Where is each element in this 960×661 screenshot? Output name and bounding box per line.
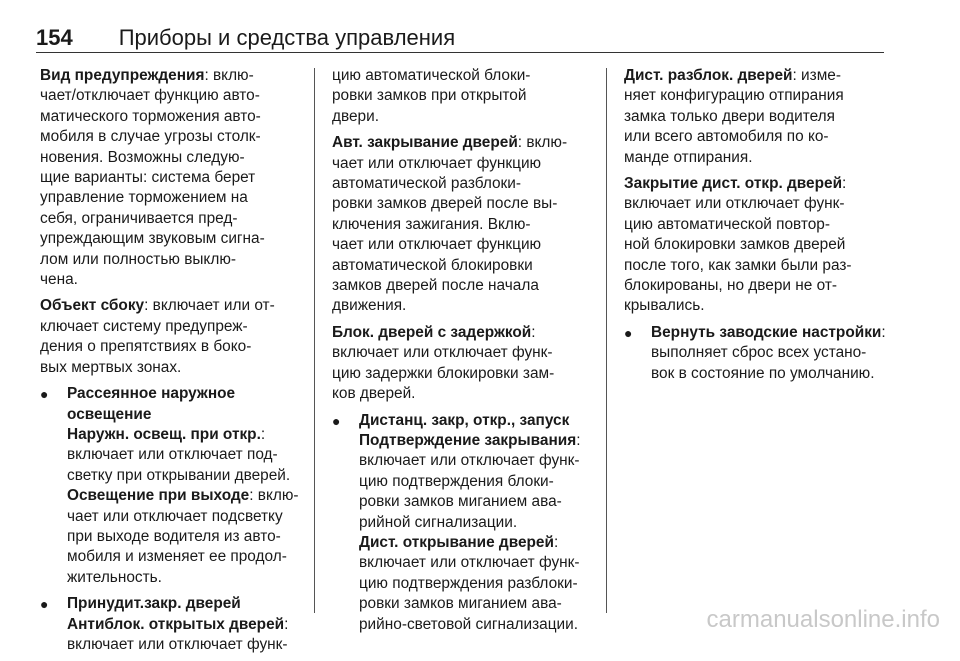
text-line: чает или отключает подсветку bbox=[67, 507, 283, 525]
setting-description bbox=[624, 174, 886, 317]
text-line: автоматической блокировки bbox=[332, 256, 533, 274]
text-line: ровки замков миганием ава- bbox=[359, 493, 562, 511]
section-heading: Принудит.закр. дверей bbox=[67, 595, 241, 613]
text-line: себя, ограничивается пред- bbox=[40, 209, 238, 227]
page-number: 154 bbox=[36, 25, 73, 50]
text-line: рийно-световой сигнализации. bbox=[359, 615, 579, 633]
header-rule bbox=[36, 52, 884, 53]
text-line: двери. bbox=[332, 107, 379, 125]
setting-name: Вернуть заводские настройки bbox=[651, 323, 882, 341]
setting-description bbox=[67, 615, 308, 656]
text-line: ровки замков миганием ава- bbox=[359, 595, 562, 613]
setting-description bbox=[359, 431, 596, 533]
text-line: чена. bbox=[40, 271, 78, 289]
text-line: манде отпирания. bbox=[624, 148, 753, 166]
text-line: выполняет сброс всех устано- bbox=[651, 344, 867, 362]
setting-description bbox=[624, 66, 886, 168]
text-line: цию автоматической повтор- bbox=[624, 215, 830, 233]
text-line: чает или отключает функцию bbox=[332, 236, 542, 254]
setting-name: Антиблок. открытых дверей bbox=[67, 615, 285, 633]
text-line: Авт. закрывание дверей: вклю- bbox=[332, 134, 568, 152]
bullet-icon: ● bbox=[332, 412, 341, 429]
text-line: Дист. открывание дверей: bbox=[359, 533, 559, 551]
text-line: Подтверждение закрывания: bbox=[359, 431, 581, 449]
text-line: Вид предупреждения: вклю- bbox=[40, 67, 254, 84]
text-line: цию автоматической блоки- bbox=[332, 67, 531, 84]
text-line: дения о препятствиях в боко- bbox=[40, 338, 252, 356]
setting-name: Авт. закрывание дверей bbox=[332, 134, 518, 152]
setting-name: Наружн. освещ. при откр. bbox=[67, 425, 261, 443]
column-divider-2 bbox=[606, 68, 607, 613]
text-line: Наружн. освещ. при откр.: bbox=[67, 425, 266, 443]
menu-section bbox=[40, 594, 308, 655]
text-line: включает или отключает функ- bbox=[624, 195, 845, 213]
text-line: ков дверей. bbox=[332, 385, 416, 403]
text-line: щие варианты: система берет bbox=[40, 169, 256, 187]
heading-line: освещение bbox=[67, 405, 152, 423]
text-line: цию подтверждения разблоки- bbox=[359, 574, 578, 592]
column-3 bbox=[624, 66, 886, 390]
text-line: Закрытие дист. откр. дверей: bbox=[624, 175, 847, 193]
text-line: включает или отключает функ- bbox=[359, 452, 580, 470]
menu-section bbox=[40, 384, 308, 588]
text-line: лом или полностью выклю- bbox=[40, 250, 236, 268]
text-line: ключает систему предупреж- bbox=[40, 317, 248, 335]
text-line: включает или отключает под- bbox=[67, 446, 278, 464]
text-line: няет конфигурацию отпирания bbox=[624, 87, 844, 105]
text-line: крывались. bbox=[624, 297, 705, 315]
setting-description bbox=[359, 533, 596, 635]
setting-description bbox=[67, 486, 308, 588]
setting-name: Дист. разблок. дверей bbox=[624, 67, 793, 84]
text-line: мобиля и изменяет ее продол- bbox=[67, 548, 287, 566]
text-line: новения. Возможны следую- bbox=[40, 148, 245, 166]
menu-section bbox=[332, 411, 596, 635]
text-line: включает или отключает функ- bbox=[332, 344, 553, 362]
text-line: после того, как замки были раз- bbox=[624, 256, 852, 274]
setting-description bbox=[67, 425, 308, 486]
text-line: Блок. дверей с задержкой: bbox=[332, 323, 536, 341]
text-line: жительность. bbox=[67, 568, 162, 586]
text-line: блокированы, но двери не от- bbox=[624, 277, 838, 295]
text-line: ной блокировки замков дверей bbox=[624, 236, 846, 254]
text-line: ровки замков дверей после вы- bbox=[332, 195, 558, 213]
text-line: ровки замков при открытой bbox=[332, 87, 527, 105]
text-line: замка только двери водителя bbox=[624, 107, 835, 125]
setting-description bbox=[332, 323, 596, 405]
setting-name: Объект сбоку bbox=[40, 297, 145, 315]
section-heading bbox=[67, 384, 308, 425]
text-line: движения. bbox=[332, 297, 407, 315]
setting-description bbox=[40, 296, 308, 378]
setting-name: Вид предупреждения bbox=[40, 67, 205, 84]
page-title: Приборы и средства управления bbox=[118, 25, 456, 50]
text-line: чает или отключает функцию bbox=[332, 154, 542, 172]
text-line: цию задержки блокировки зам- bbox=[332, 364, 555, 382]
setting-name: Блок. дверей с задержкой bbox=[332, 323, 532, 341]
text-line: автоматической разблоки- bbox=[332, 175, 522, 193]
menu-section bbox=[624, 323, 886, 384]
text-line: при выходе водителя из авто- bbox=[67, 527, 281, 545]
setting-description bbox=[332, 133, 596, 317]
text-line: чает/отключает функцию авто- bbox=[40, 87, 260, 105]
text-line: упреждающим звуковым сигна- bbox=[40, 230, 265, 248]
setting-description bbox=[40, 66, 308, 290]
text-line: Дист. разблок. дверей: изме- bbox=[624, 67, 841, 84]
text-line: матического торможения авто- bbox=[40, 107, 261, 125]
setting-name: Дист. открывание дверей bbox=[359, 533, 554, 551]
section-heading: Дистанц. закр, откр., запуск bbox=[359, 411, 570, 429]
heading-line: Рассеянное наружное bbox=[67, 385, 236, 403]
column-divider-1 bbox=[314, 68, 315, 613]
setting-name: Закрытие дист. откр. дверей bbox=[624, 175, 843, 193]
text-line: Освещение при выходе: вклю- bbox=[67, 487, 299, 505]
text-line: Вернуть заводские настройки: bbox=[651, 323, 886, 341]
page-header bbox=[36, 24, 455, 52]
text-line: цию подтверждения блоки- bbox=[359, 472, 554, 490]
text-line: или всего автомобиля по ко- bbox=[624, 128, 829, 146]
text-line: мобиля в случае угрозы столк- bbox=[40, 128, 261, 146]
text-line: рийной сигнализации. bbox=[359, 513, 518, 531]
text-line: вок в состояние по умолчанию. bbox=[651, 364, 875, 382]
text-line: включает или отключает функ- bbox=[359, 554, 580, 572]
watermark: carmanualsonline.info bbox=[706, 606, 940, 633]
bullet-icon: ● bbox=[40, 596, 49, 613]
setting-description bbox=[651, 323, 886, 384]
column-2 bbox=[332, 66, 596, 641]
bullet-icon: ● bbox=[40, 386, 49, 403]
continued-text bbox=[332, 66, 596, 127]
bullet-icon: ● bbox=[624, 324, 633, 341]
text-line: замков дверей после начала bbox=[332, 277, 539, 295]
text-line: Объект сбоку: включает или от- bbox=[40, 297, 275, 315]
text-line: включает или отключает функ- bbox=[67, 635, 288, 653]
setting-name: Подтверждение закрывания bbox=[359, 431, 577, 449]
text-line: вых мертвых зонах. bbox=[40, 358, 182, 376]
setting-name: Освещение при выходе bbox=[67, 487, 250, 505]
text-line: Антиблок. открытых дверей: bbox=[67, 615, 289, 633]
text-line: ключения зажигания. Вклю- bbox=[332, 215, 531, 233]
column-1 bbox=[40, 66, 308, 661]
text-line: светку при открывании дверей. bbox=[67, 466, 291, 484]
text-line: управление торможением на bbox=[40, 189, 248, 207]
